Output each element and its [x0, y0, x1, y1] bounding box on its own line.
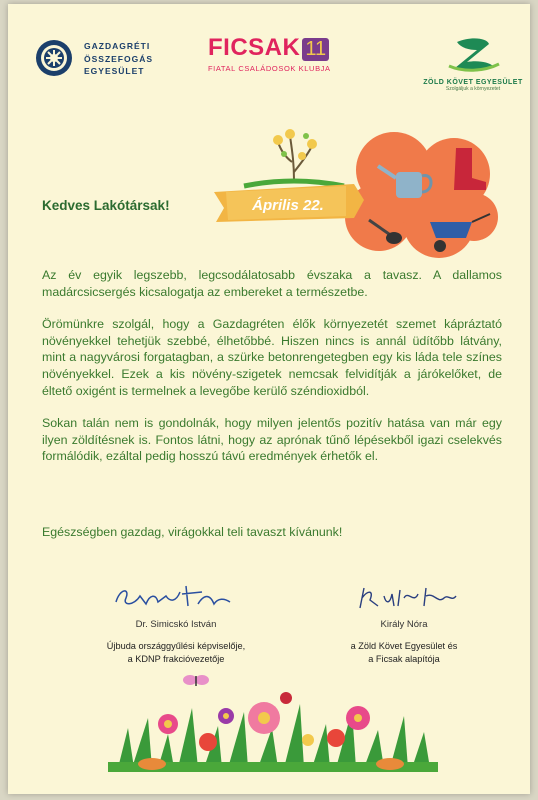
signature-block-2 [294, 580, 514, 666]
flower-meadow-illustration [108, 668, 438, 778]
signer-name-1: Dr. Simicskó István [135, 619, 217, 630]
banner-date: Április 22. [252, 197, 324, 214]
signer-role-2 [294, 640, 514, 666]
org1-line1: GAZDAGRÉTI [84, 41, 151, 51]
signature-block-1 [66, 580, 286, 666]
letter-body [42, 267, 502, 481]
signer-role-1 [66, 640, 286, 666]
paragraph-2: Örömünkre szolgál, hogy a Gazdagréten élők környezetét szemet kápráztató növényekkel tehetjük szebbé, élhetőbbé. Hiszen nincs is annál üdítőbb látvány, mint a nagyvárosi forgatagban, a szürke betonrengetegben egy kis láda tele színes növényekkel. Ezek a kis növény-szigetek nemcsak felvidítják a járókelőket, de éltető oxigént is termelnek a levegőbe kerülő széndioxidból. [42, 317, 502, 398]
ficsak-number: 11 [302, 38, 329, 61]
gear-icon [34, 38, 74, 78]
signer-role-2-line1: a Zöld Követ Egyesület és [350, 641, 458, 651]
ficsak-logo [208, 34, 348, 90]
tree-icon [244, 129, 344, 186]
paragraph-3: Sokan talán nem is gondolnák, hogy milyen jelentős pozitív hatása van már egy ilyen zöldítésnek is. Fontos látni, hogy az aprónak tűnő lépésekből igazi cselekvés formálódik, ezáltal pedig hosszú távú eredmények érhetők el. [42, 416, 502, 464]
butterfly-icon [183, 675, 209, 686]
org3-tagline: Szolgáljuk a környezetet [445, 86, 501, 92]
signer-name-2: Király Nóra [380, 619, 428, 630]
handwritten-signature [106, 580, 246, 612]
leaf-z-icon [443, 36, 503, 74]
signer-role-1-line1: Újbuda országgyűlési képviselője, [106, 641, 246, 651]
gazdagreti-logo [34, 34, 184, 86]
letter-page [8, 4, 530, 794]
signer-role-2-line2: a Ficsak alapítója [368, 654, 440, 664]
ficsak-subtitle: FIATAL CSALÁDOSOK KLUBJA [208, 64, 331, 73]
greeting-heading: Kedves Lakótársak! [42, 198, 170, 213]
closing-line: Egészségben gazdag, virágokkal teli tavaszt kívánunk! [42, 525, 343, 539]
spring-illustration [204, 122, 504, 262]
org1-line2: ÖSSZEFOGÁS [84, 53, 154, 64]
paragraph-1: Az év egyik legszebb, legcsodálatosabb évszaka a tavasz. A dallamos madárcsicsergés kicsalogatja az embereket a természetbe. [42, 268, 502, 299]
org3-name: ZÖLD KÖVET EGYESÜLET [423, 79, 523, 86]
handwritten-signature [334, 580, 474, 612]
signer-role-1-line2: a KDNP frakcióvezetője [127, 654, 225, 664]
ficsak-brand: FICSAK [208, 34, 301, 61]
zold-kovet-logo [418, 36, 528, 96]
org1-line3: EGYESÜLET [84, 66, 145, 76]
